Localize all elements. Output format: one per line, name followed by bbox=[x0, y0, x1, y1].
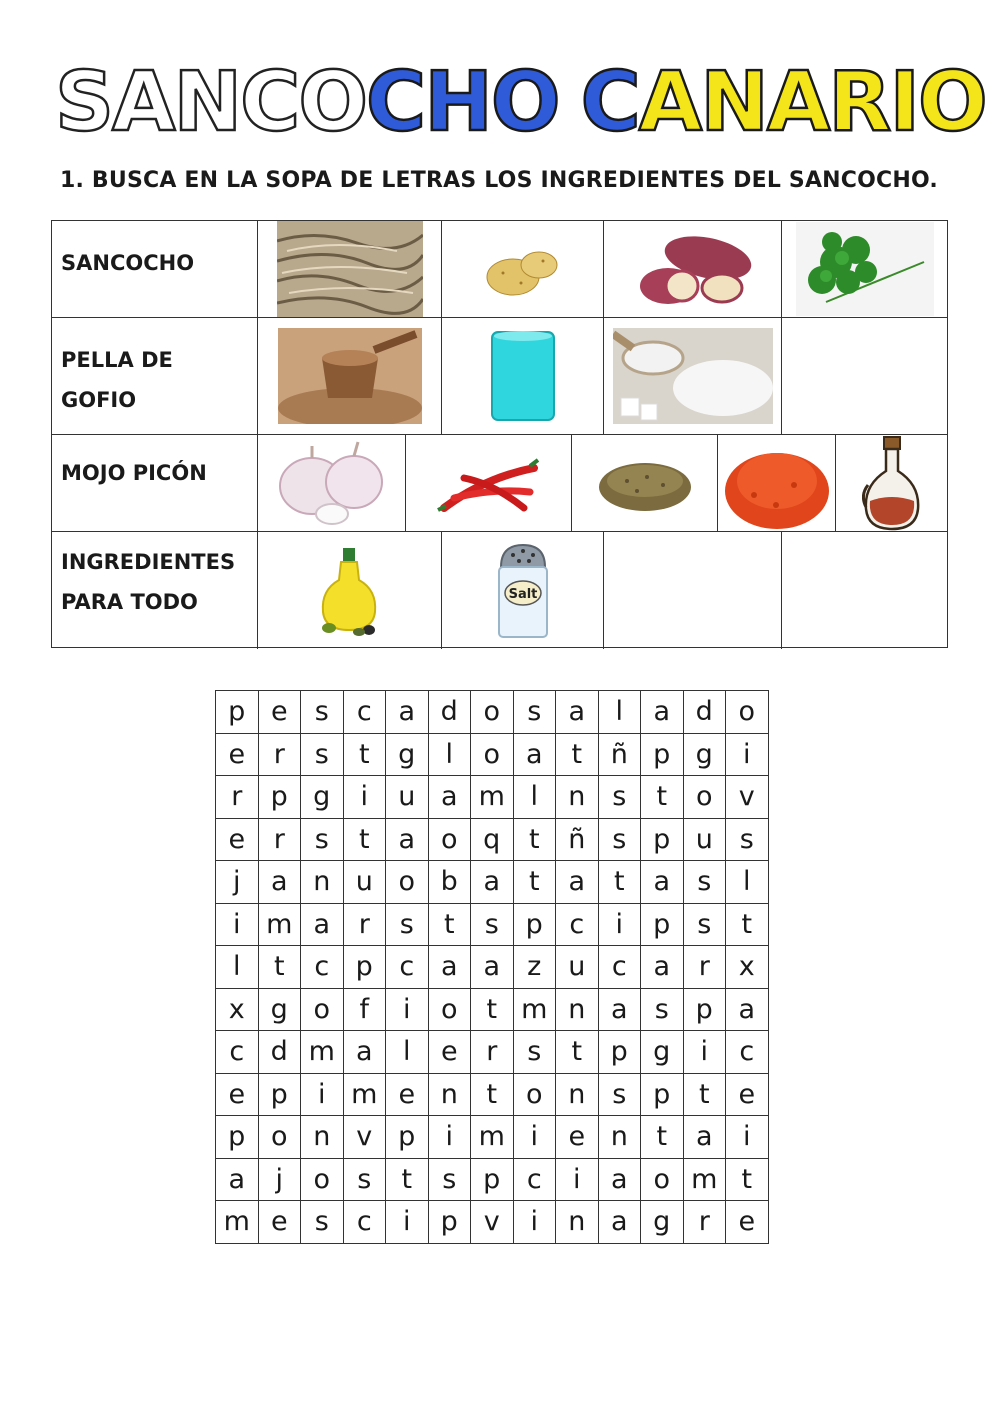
grid-cell[interactable]: s bbox=[386, 903, 429, 946]
parsley-image bbox=[796, 222, 934, 316]
grid-cell[interactable]: c bbox=[386, 946, 429, 989]
water-glass-image bbox=[488, 328, 558, 424]
grid-row bbox=[216, 1201, 769, 1244]
title-part-anario: ANARIO bbox=[638, 55, 986, 150]
grid-row bbox=[216, 1116, 769, 1159]
grid-cell[interactable]: m bbox=[258, 903, 301, 946]
vinegar-bottle-image bbox=[862, 435, 922, 531]
row-pella-de-gofio bbox=[52, 318, 947, 435]
grid-cell[interactable]: a bbox=[258, 861, 301, 904]
grid-row bbox=[216, 776, 769, 819]
grid-cell[interactable]: i bbox=[216, 903, 259, 946]
grid-cell[interactable]: c bbox=[343, 691, 386, 734]
grid-cell[interactable]: a bbox=[598, 1158, 641, 1201]
grid-row bbox=[216, 733, 769, 776]
grid-cell[interactable]: r bbox=[343, 903, 386, 946]
title-part-sanco: SANCO bbox=[55, 55, 367, 150]
sweet-potato-image bbox=[628, 228, 758, 310]
grid-row bbox=[216, 818, 769, 861]
row-label bbox=[52, 435, 258, 531]
grid-cell[interactable]: i bbox=[301, 1073, 344, 1116]
cell-parsley bbox=[782, 221, 948, 317]
grid-cell[interactable]: m bbox=[471, 776, 514, 819]
salt-label: Salt bbox=[508, 586, 537, 602]
grid-cell[interactable]: x bbox=[216, 988, 259, 1031]
row-label-line: SANCOCHO bbox=[61, 251, 195, 275]
cumin-image bbox=[597, 451, 693, 515]
grid-cell[interactable]: a bbox=[343, 1031, 386, 1074]
grid-cell[interactable]: s bbox=[301, 733, 344, 776]
grid-cell[interactable]: i bbox=[683, 1031, 726, 1074]
grid-cell[interactable]: v bbox=[471, 1201, 514, 1244]
grid-cell[interactable]: i bbox=[598, 903, 641, 946]
grid-cell[interactable]: e bbox=[216, 733, 259, 776]
grid-cell[interactable]: q bbox=[471, 818, 514, 861]
grid-cell[interactable]: c bbox=[726, 1031, 769, 1074]
grid-cell[interactable]: t bbox=[258, 946, 301, 989]
grid-cell[interactable]: r bbox=[471, 1031, 514, 1074]
grid-cell[interactable]: a bbox=[216, 1158, 259, 1201]
grid-cell[interactable]: e bbox=[216, 818, 259, 861]
grid-cell[interactable]: t bbox=[343, 733, 386, 776]
grid-cell[interactable]: l bbox=[428, 733, 471, 776]
grid-cell[interactable]: r bbox=[683, 1201, 726, 1244]
grid-row bbox=[216, 988, 769, 1031]
grid-cell[interactable]: n bbox=[428, 1073, 471, 1116]
ingredients-table bbox=[51, 220, 948, 648]
grid-cell[interactable]: s bbox=[641, 988, 684, 1031]
grid-cell[interactable]: e bbox=[216, 1073, 259, 1116]
grid-cell[interactable]: l bbox=[386, 1031, 429, 1074]
grid-cell[interactable]: o bbox=[471, 691, 514, 734]
grid-cell[interactable]: o bbox=[513, 1073, 556, 1116]
grid-cell[interactable]: o bbox=[301, 1158, 344, 1201]
grid-cell[interactable]: a bbox=[556, 691, 599, 734]
grid-cell[interactable]: d bbox=[683, 691, 726, 734]
cell-empty bbox=[782, 318, 948, 434]
grid-cell[interactable]: s bbox=[471, 903, 514, 946]
grid-cell[interactable]: s bbox=[683, 861, 726, 904]
cell-water bbox=[442, 318, 604, 434]
grid-cell[interactable]: s bbox=[598, 1073, 641, 1116]
grid-cell[interactable]: n bbox=[598, 1116, 641, 1159]
grid-cell[interactable]: f bbox=[343, 988, 386, 1031]
grid-cell[interactable]: a bbox=[471, 861, 514, 904]
grid-cell[interactable]: t bbox=[683, 1073, 726, 1116]
grid-cell[interactable]: p bbox=[343, 946, 386, 989]
grid-cell[interactable]: t bbox=[428, 903, 471, 946]
cell-gofio bbox=[258, 318, 442, 434]
grid-cell[interactable]: t bbox=[556, 1031, 599, 1074]
cell-garlic bbox=[258, 435, 406, 531]
grid-cell[interactable]: g bbox=[641, 1031, 684, 1074]
row-sancocho bbox=[52, 221, 947, 318]
grid-cell[interactable]: a bbox=[641, 946, 684, 989]
grid-cell[interactable]: o bbox=[726, 691, 769, 734]
cell-salted-fish bbox=[258, 221, 442, 317]
grid-cell[interactable]: e bbox=[258, 1201, 301, 1244]
grid-cell[interactable]: x bbox=[726, 946, 769, 989]
grid-cell[interactable]: p bbox=[216, 691, 259, 734]
grid-cell[interactable]: l bbox=[216, 946, 259, 989]
grid-cell[interactable]: s bbox=[598, 776, 641, 819]
grid-cell[interactable]: t bbox=[641, 1116, 684, 1159]
grid-cell[interactable]: l bbox=[726, 861, 769, 904]
grid-row bbox=[216, 691, 769, 734]
grid-cell[interactable]: b bbox=[428, 861, 471, 904]
grid-cell[interactable]: a bbox=[428, 946, 471, 989]
cell-sugar bbox=[604, 318, 782, 434]
row-label-line: PARA TODO bbox=[61, 590, 198, 614]
grid-cell[interactable]: e bbox=[428, 1031, 471, 1074]
grid-cell[interactable]: i bbox=[513, 1201, 556, 1244]
grid-cell[interactable]: u bbox=[683, 818, 726, 861]
grid-cell[interactable]: p bbox=[258, 1073, 301, 1116]
grid-cell[interactable]: u bbox=[556, 946, 599, 989]
gofio-flour-image bbox=[278, 328, 422, 424]
grid-cell[interactable]: c bbox=[556, 903, 599, 946]
grid-cell[interactable]: a bbox=[386, 818, 429, 861]
grid-cell[interactable]: d bbox=[428, 691, 471, 734]
cell-salt bbox=[442, 532, 604, 649]
cell-cumin bbox=[572, 435, 718, 531]
grid-row bbox=[216, 1158, 769, 1201]
grid-cell[interactable]: t bbox=[598, 861, 641, 904]
page-title bbox=[55, 55, 986, 150]
grid-cell[interactable]: r bbox=[216, 776, 259, 819]
grid-cell[interactable]: a bbox=[386, 691, 429, 734]
paprika-image bbox=[724, 435, 830, 531]
olive-oil-image bbox=[315, 546, 385, 636]
cell-empty bbox=[782, 532, 948, 649]
grid-cell[interactable]: t bbox=[471, 1073, 514, 1116]
grid-cell[interactable]: u bbox=[386, 776, 429, 819]
grid-cell[interactable]: o bbox=[386, 861, 429, 904]
grid-cell[interactable]: g bbox=[683, 733, 726, 776]
chili-pepper-image bbox=[434, 448, 544, 518]
grid-cell[interactable]: z bbox=[513, 946, 556, 989]
grid-cell[interactable]: n bbox=[556, 1073, 599, 1116]
grid-cell[interactable]: a bbox=[598, 1201, 641, 1244]
grid-cell[interactable]: t bbox=[343, 818, 386, 861]
grid-cell[interactable]: t bbox=[386, 1158, 429, 1201]
grid-cell[interactable]: e bbox=[258, 691, 301, 734]
title-part-c: C bbox=[580, 55, 639, 150]
grid-cell[interactable]: s bbox=[343, 1158, 386, 1201]
grid-cell[interactable]: r bbox=[683, 946, 726, 989]
grid-cell[interactable]: c bbox=[598, 946, 641, 989]
grid-cell[interactable]: p bbox=[513, 903, 556, 946]
grid-cell[interactable]: r bbox=[258, 733, 301, 776]
cell-vinegar bbox=[836, 435, 948, 531]
grid-cell[interactable]: s bbox=[683, 903, 726, 946]
grid-cell[interactable]: l bbox=[598, 691, 641, 734]
row-label-line: PELLA DE bbox=[61, 348, 173, 372]
grid-cell[interactable]: p bbox=[641, 1073, 684, 1116]
grid-cell[interactable]: l bbox=[513, 776, 556, 819]
grid-cell[interactable]: a bbox=[726, 988, 769, 1031]
grid-row bbox=[216, 903, 769, 946]
row-label bbox=[52, 318, 258, 434]
salted-fish-image bbox=[277, 221, 423, 317]
grid-cell[interactable]: t bbox=[641, 776, 684, 819]
grid-cell[interactable]: m bbox=[471, 1116, 514, 1159]
grid-cell[interactable]: p bbox=[641, 818, 684, 861]
grid-cell[interactable]: s bbox=[301, 818, 344, 861]
cell-potatoes bbox=[442, 221, 604, 317]
word-search-grid bbox=[215, 690, 769, 1244]
salt-shaker-image bbox=[493, 541, 553, 641]
row-mojo-picon bbox=[52, 435, 947, 532]
grid-cell[interactable]: i bbox=[726, 1116, 769, 1159]
grid-cell[interactable]: p bbox=[428, 1201, 471, 1244]
grid-cell[interactable]: o bbox=[258, 1116, 301, 1159]
grid-cell[interactable]: c bbox=[343, 1201, 386, 1244]
grid-cell[interactable]: c bbox=[216, 1031, 259, 1074]
grid-cell[interactable]: j bbox=[258, 1158, 301, 1201]
grid-cell[interactable]: c bbox=[301, 946, 344, 989]
grid-cell[interactable]: a bbox=[683, 1116, 726, 1159]
grid-cell[interactable]: a bbox=[428, 776, 471, 819]
grid-cell[interactable]: t bbox=[471, 988, 514, 1031]
grid-cell[interactable]: d bbox=[258, 1031, 301, 1074]
grid-cell[interactable]: r bbox=[258, 818, 301, 861]
grid-cell[interactable]: j bbox=[216, 861, 259, 904]
grid-cell[interactable]: a bbox=[556, 861, 599, 904]
row-label-line: GOFIO bbox=[61, 388, 137, 412]
grid-cell[interactable]: s bbox=[513, 1031, 556, 1074]
grid-cell[interactable]: s bbox=[598, 818, 641, 861]
grid-cell[interactable]: g bbox=[641, 1201, 684, 1244]
grid-cell[interactable]: m bbox=[343, 1073, 386, 1116]
grid-cell[interactable]: n bbox=[301, 861, 344, 904]
grid-cell[interactable]: o bbox=[301, 988, 344, 1031]
grid-cell[interactable]: a bbox=[301, 903, 344, 946]
row-label-line: INGREDIENTES bbox=[61, 550, 236, 574]
grid-cell[interactable]: g bbox=[386, 733, 429, 776]
grid-cell[interactable]: i bbox=[428, 1116, 471, 1159]
grid-cell[interactable]: t bbox=[726, 903, 769, 946]
grid-cell[interactable]: o bbox=[428, 988, 471, 1031]
grid-cell[interactable]: o bbox=[428, 818, 471, 861]
grid-cell[interactable]: i bbox=[513, 1116, 556, 1159]
grid-cell[interactable]: a bbox=[513, 733, 556, 776]
cell-chili bbox=[406, 435, 572, 531]
cell-sweet-potato bbox=[604, 221, 782, 317]
cell-empty bbox=[604, 532, 782, 649]
grid-cell[interactable]: a bbox=[641, 861, 684, 904]
grid-cell[interactable]: m bbox=[301, 1031, 344, 1074]
row-label-line: MOJO PICÓN bbox=[61, 461, 207, 485]
grid-cell[interactable]: p bbox=[598, 1031, 641, 1074]
cell-olive-oil bbox=[258, 532, 442, 649]
grid-cell[interactable]: e bbox=[556, 1116, 599, 1159]
grid-cell[interactable]: i bbox=[726, 733, 769, 776]
grid-cell[interactable]: m bbox=[513, 988, 556, 1031]
grid-row bbox=[216, 1031, 769, 1074]
grid-cell[interactable]: n bbox=[556, 776, 599, 819]
grid-cell[interactable]: a bbox=[598, 988, 641, 1031]
row-ingredientes-para-todo bbox=[52, 532, 947, 649]
grid-cell[interactable]: e bbox=[726, 1201, 769, 1244]
grid-cell[interactable]: p bbox=[471, 1158, 514, 1201]
grid-cell[interactable]: e bbox=[386, 1073, 429, 1116]
grid-cell[interactable]: t bbox=[513, 818, 556, 861]
title-part-cho: CHO bbox=[366, 55, 559, 150]
grid-cell[interactable]: i bbox=[343, 776, 386, 819]
grid-cell[interactable]: e bbox=[726, 1073, 769, 1116]
grid-cell[interactable]: ñ bbox=[556, 818, 599, 861]
sugar-image bbox=[613, 328, 773, 424]
grid-cell[interactable]: c bbox=[513, 1158, 556, 1201]
grid-cell[interactable]: i bbox=[386, 1201, 429, 1244]
grid-cell[interactable]: p bbox=[258, 776, 301, 819]
potatoes-image bbox=[483, 239, 563, 299]
instruction-text: 1. BUSCA EN LA SOPA DE LETRAS LOS INGREDIENTES DEL SANCOCHO. bbox=[60, 168, 938, 193]
row-label bbox=[52, 532, 258, 649]
grid-cell[interactable]: u bbox=[343, 861, 386, 904]
grid-cell[interactable]: ñ bbox=[598, 733, 641, 776]
garlic-image bbox=[272, 438, 392, 528]
grid-cell[interactable]: p bbox=[641, 733, 684, 776]
grid-cell[interactable]: t bbox=[556, 733, 599, 776]
grid-cell[interactable]: p bbox=[683, 988, 726, 1031]
grid-cell[interactable]: n bbox=[301, 1116, 344, 1159]
grid-cell[interactable]: a bbox=[641, 691, 684, 734]
grid-row bbox=[216, 946, 769, 989]
grid-cell[interactable]: s bbox=[428, 1158, 471, 1201]
grid-cell[interactable]: s bbox=[301, 1201, 344, 1244]
grid-row bbox=[216, 1073, 769, 1116]
grid-cell[interactable]: g bbox=[301, 776, 344, 819]
grid-cell[interactable]: m bbox=[683, 1158, 726, 1201]
grid-cell[interactable]: n bbox=[556, 1201, 599, 1244]
grid-cell[interactable]: t bbox=[726, 1158, 769, 1201]
grid-cell[interactable]: s bbox=[301, 691, 344, 734]
grid-cell[interactable]: v bbox=[343, 1116, 386, 1159]
grid-cell[interactable]: s bbox=[726, 818, 769, 861]
grid-cell[interactable]: s bbox=[513, 691, 556, 734]
grid-cell[interactable]: n bbox=[556, 988, 599, 1031]
grid-row bbox=[216, 861, 769, 904]
grid-cell[interactable]: p bbox=[386, 1116, 429, 1159]
grid-cell[interactable]: i bbox=[386, 988, 429, 1031]
grid-cell[interactable]: o bbox=[471, 733, 514, 776]
grid-cell[interactable]: m bbox=[216, 1201, 259, 1244]
cell-paprika bbox=[718, 435, 836, 531]
grid-cell[interactable]: i bbox=[556, 1158, 599, 1201]
grid-cell[interactable]: g bbox=[258, 988, 301, 1031]
row-label bbox=[52, 221, 258, 317]
grid-cell[interactable]: p bbox=[641, 903, 684, 946]
grid-cell[interactable]: t bbox=[513, 861, 556, 904]
grid-cell[interactable]: p bbox=[216, 1116, 259, 1159]
grid-cell[interactable]: v bbox=[726, 776, 769, 819]
grid-cell[interactable]: a bbox=[471, 946, 514, 989]
grid-cell[interactable]: o bbox=[641, 1158, 684, 1201]
grid-cell[interactable]: o bbox=[683, 776, 726, 819]
